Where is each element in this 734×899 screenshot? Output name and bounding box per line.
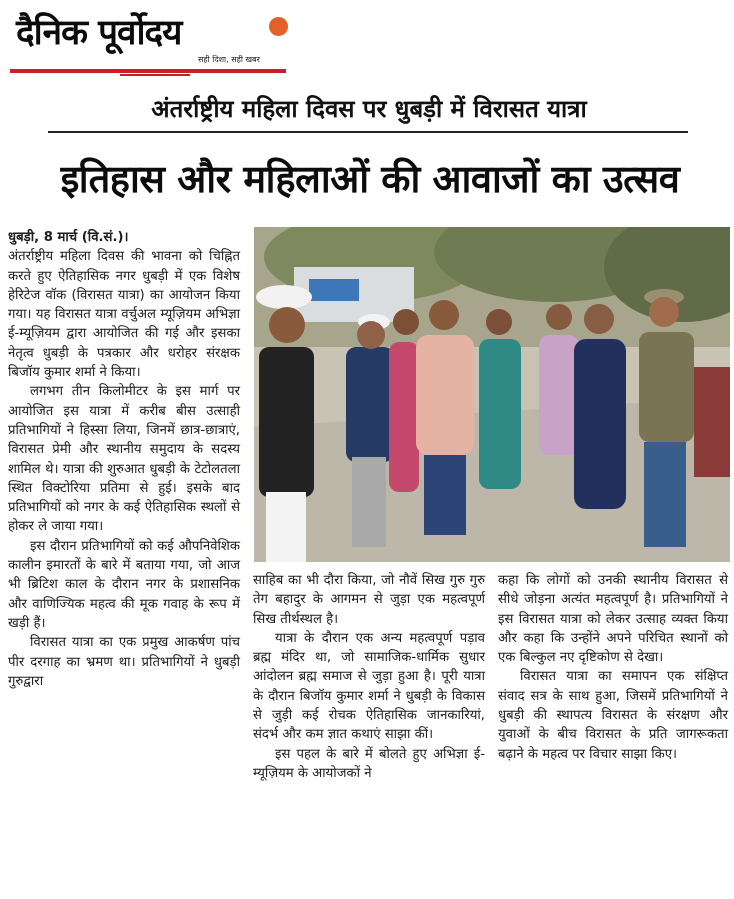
article-headline: इतिहास और महिलाओं की आवाजों का उत्सव [60, 156, 680, 201]
article-kicker: अंतर्राष्ट्रीय महिला दिवस पर धुबड़ी में विरासत यात्रा [151, 94, 587, 123]
article-paragraph: लगभग तीन किलोमीटर के इस मार्ग पर आयोजित इस यात्रा में करीब बीस उत्साही प्रतिभागियों ने हिस्सा लिया, जिनमें छात्र-छात्राएं, विरासत प्रेमी और स्थानीय समुदाय के सदस्य शामिल थे। यात्रा की शुरुआत धुबड़ी के टेटोलतला स्थित विक्टोरिया प्रतिमा से हुई। इसके बाद प्रतिभागियों को नगर के कई ऐतिहासिक स्थलों से होकर ले जाया गया। [8, 384, 240, 535]
article-paragraph: धुबड़ी, 8 मार्च (वि.सं.)। अंतर्राष्ट्रीय महिला दिवस की भावना को चिह्नित करते हुए ऐतिहासिक नगर धुबड़ी में एक विशेष हेरिटेज वॉक (विरासत यात्रा) का आयोजन किया गया। यह विरासत यात्रा वर्चुअल म्यूज़ियम अभिज्ञा ई-म्यूज़ियम द्वारा आयोजित की गई और इसका नेतृत्व धुबड़ी के पत्रकार और धरोहर संरक्षक बिजॉय कुमार शर्मा ने किया। [8, 230, 240, 381]
kicker-divider [48, 131, 688, 133]
article-paragraph: साहिब का भी दौरा किया, जो नौवें सिख गुरु गुरु तेग बहादुर के आगमन से जुड़ा एक महत्वपूर्ण सिख तीर्थस्थल है। [253, 573, 485, 627]
masthead-rule [10, 69, 286, 73]
dateline: धुबड़ी, 8 मार्च (वि.सं.)। [8, 230, 129, 245]
article-paragraph: इस दौरान प्रतिभागियों को कई औपनिवेशिक कालीन इमारतों के बारे में बताया गया, जो आज भी ब्रिटिश काल के दौरान नगर के प्रशासनिक और वाणिज्यिक महत्व की मूक गवाह के रूप में खड़ी हैं। [8, 538, 240, 631]
article-paragraph: इस पहल के बारे में बोलते हुए अभिज्ञा ई-म्यूज़ियम के आयोजकों ने [253, 746, 485, 781]
article-photo [254, 227, 730, 562]
article-paragraph: कहा कि लोगों को उनकी स्थानीय विरासत से सीधे जोड़ना अत्यंत महत्वपूर्ण है। प्रतिभागियों ने इस विरासत यात्रा को लेकर उत्साह व्यक्त किया और कहा कि उन्होंने अपने परिचित स्थानों को एक बिल्कुल नए दृष्टिकोण से देखा। [498, 573, 728, 666]
article-column-2 [253, 571, 485, 783]
article-paragraph: विरासत यात्रा का एक प्रमुख आकर्षण पांच पीर दरगाह का भ्रमण था। प्रतिभागियों ने धुबड़ी गुरुद्वारा [8, 635, 240, 689]
newspaper-masthead [10, 6, 286, 72]
newspaper-tagline: सही दिशा, सही खबर [198, 55, 260, 64]
masthead-subrule [120, 74, 190, 76]
article-column-3 [498, 571, 728, 764]
article-paragraph: यात्रा के दौरान एक अन्य महत्वपूर्ण पड़ाव ब्रह्म मंदिर था, जो सामाजिक-धार्मिक सुधार आंदोलन ब्रह्म समाज से जुड़ा हुआ है। पूरी यात्रा के दौरान बिजॉय कुमार शर्मा ने धुबड़ी के विकास से जुड़ी कई रोचक ऐतिहासिक जानकारियां, संदर्भ और कम ज्ञात कथाएं साझा कीं। [253, 630, 485, 743]
sun-icon [269, 17, 288, 36]
article-paragraph: विरासत यात्रा का समापन एक संक्षिप्त संवाद सत्र के साथ हुआ, जिसमें प्रतिभागियों ने धुबड़ी की स्थापत्य विरासत के संरक्षण और युवाओं के बीच विरासत के प्रति जागरूकता बढ़ाने के महत्व पर विचार साझा किए। [498, 669, 728, 762]
newspaper-logo: दैनिक पूर्वोदय [16, 12, 182, 53]
article-column-1 [8, 228, 240, 691]
